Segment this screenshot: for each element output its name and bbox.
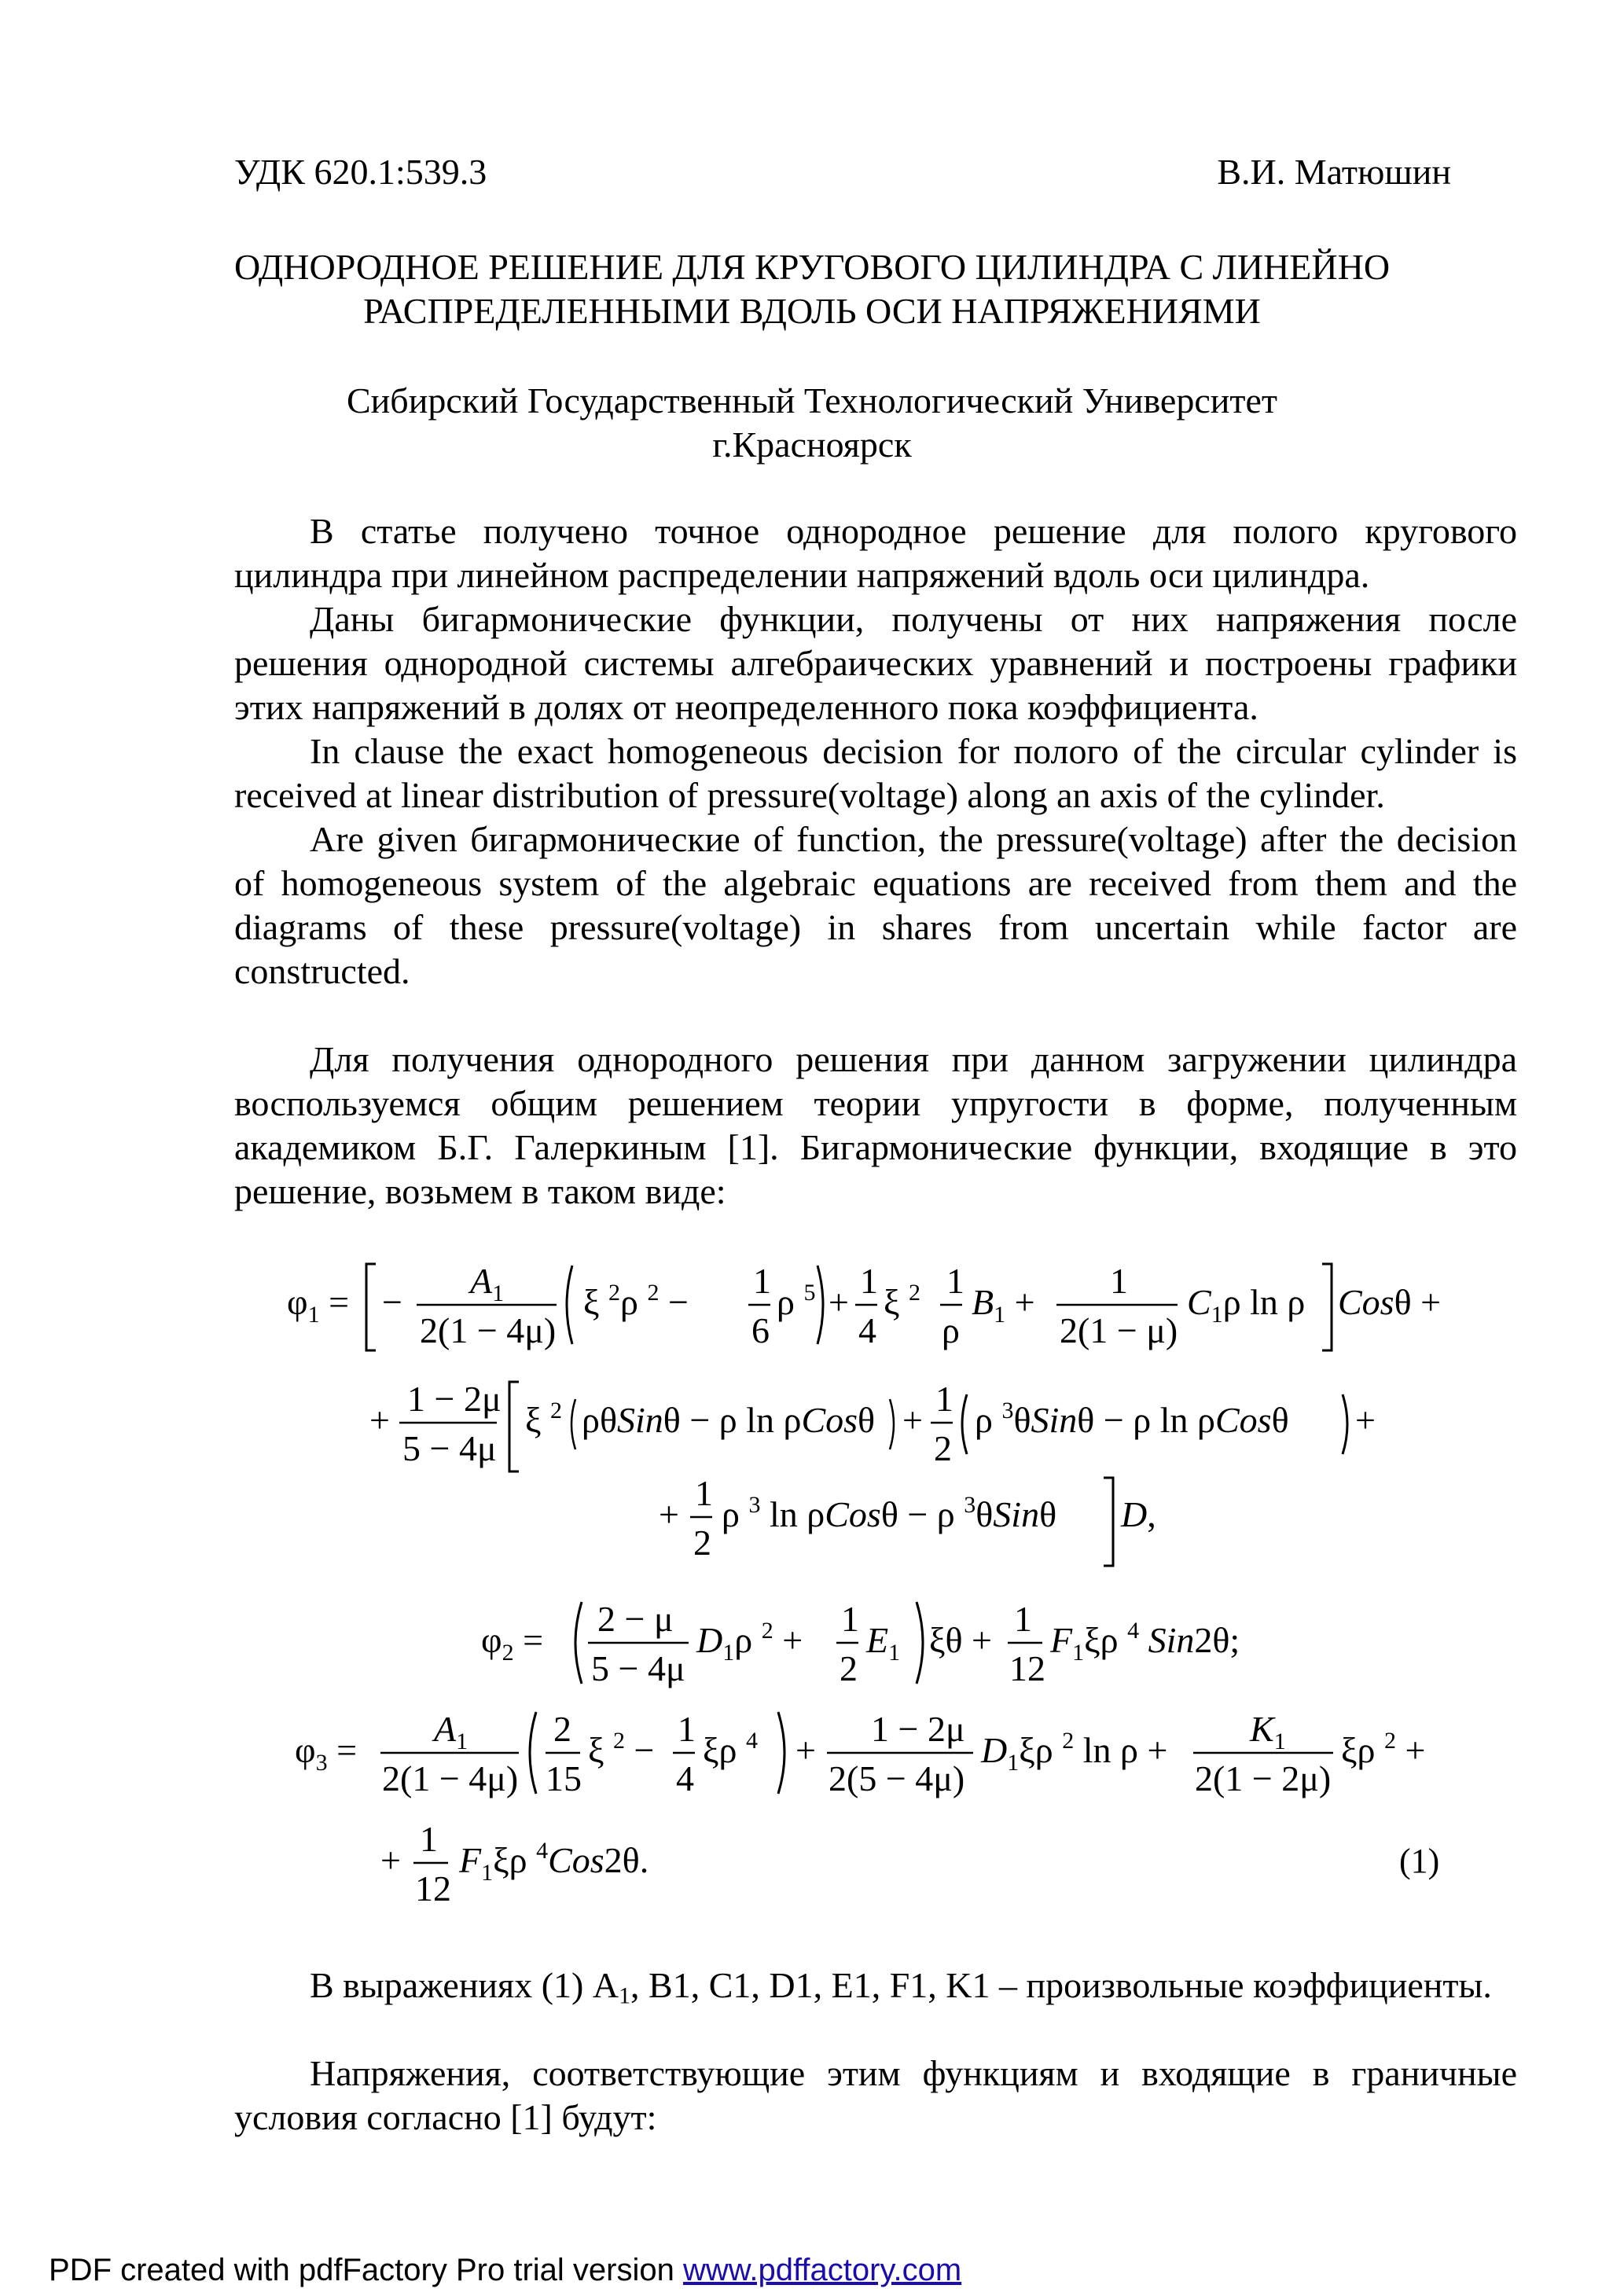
svg-text:B1 +: $B_1$ +	[972, 1282, 1035, 1328]
svg-text:A1: $A_1$	[470, 1261, 505, 1306]
footer-text: PDF created with pdfFactory Pro trial version	[49, 2253, 683, 2287]
svg-text:φ1 =: $\varphi_1$ =	[287, 1282, 350, 1328]
svg-text:F1ξρ 4 Sin2θ;: $F_1\xi\rho$ $^4$ Sin2θ;	[1050, 1618, 1240, 1666]
svg-text:−: −	[382, 1282, 402, 1322]
svg-text:1: 1	[678, 1709, 696, 1749]
svg-text:5 − 4μ: 5 − 4μ	[591, 1648, 685, 1688]
svg-text:2: 2	[934, 1428, 952, 1468]
svg-text:+: +	[659, 1494, 679, 1534]
svg-text:+: +	[902, 1400, 923, 1440]
pdf-footer	[49, 2253, 961, 2288]
svg-text:+: +	[380, 1840, 401, 1880]
svg-text:2 − μ: 2 − μ	[597, 1599, 674, 1639]
abstract-ru-paragraph-2: Даны бигармонические функции, получены от них напряжения после решения однородной системы алгебраических уравнений и построены графики этих напряжений в долях от неопределенного пока коэффициента.	[234, 599, 1517, 727]
svg-text:1: 1	[946, 1261, 964, 1301]
svg-text:D1ξρ 2 ln ρ +: $D_1\xi\rho$ $^2$ ln ρ +	[981, 1728, 1168, 1776]
svg-text:A1: $A_1$	[434, 1709, 468, 1754]
svg-text:12: 12	[415, 1868, 451, 1908]
equation-number: (1)	[1399, 1842, 1440, 1880]
equation-phi2	[481, 1599, 1240, 1688]
equation-phi3-line1	[295, 1709, 1425, 1798]
svg-text:1: 1	[860, 1261, 878, 1301]
affiliation-line-2: г.Красноярск	[712, 424, 912, 465]
body-paragraph-2: В выражениях (1) $A_1$, B1, C1, D1, E1, F1, K1 – произвольные коэффициенты.	[310, 1965, 1492, 2009]
svg-text:ξρ 2 +: ξρ $^2$ +	[1341, 1728, 1426, 1770]
svg-text:2: 2	[840, 1648, 858, 1688]
svg-text:2(1 − 4μ): 2(1 − 4μ)	[382, 1758, 519, 1798]
svg-text:ρ: ρ	[942, 1310, 960, 1350]
svg-text:F1ξρ 4Cos2θ.: $F_1\xi\rho$ $^4$Cos2θ.	[459, 1838, 649, 1886]
svg-text:2(1 − μ): 2(1 − μ)	[1060, 1310, 1178, 1350]
equation-block	[0, 1250, 1624, 1957]
svg-text:1: 1	[695, 1473, 713, 1513]
svg-text:Cosθ +: Cosθ +	[1338, 1282, 1442, 1322]
svg-text:φ2 =: $\varphi_2$ =	[481, 1620, 544, 1666]
svg-text:1: 1	[841, 1599, 859, 1639]
equation-phi1-line3	[659, 1473, 1156, 1566]
pdffactory-link[interactable]: www.pdffactory.com	[682, 2253, 962, 2287]
svg-text:2: 2	[693, 1523, 711, 1563]
svg-text:φ3 =: $\varphi_3$ =	[295, 1730, 358, 1776]
svg-text:6: 6	[751, 1310, 770, 1350]
equation-phi1-line2	[369, 1379, 1376, 1471]
svg-text:ξ 2: ξ $^2$	[884, 1280, 921, 1322]
svg-text:1: 1	[1110, 1261, 1128, 1301]
affiliation-line-1: Сибирский Государственный Технологический Университет	[347, 380, 1277, 421]
body-paragraph-3: Напряжения, соответствующие этим функциям и входящие в граничные условия согласно [1] будут:	[234, 2053, 1517, 2137]
svg-text:2: 2	[553, 1709, 571, 1749]
svg-text:+: +	[1355, 1400, 1376, 1440]
svg-text:ξρ 4: ξρ $^4$	[703, 1728, 758, 1770]
svg-text:+: +	[369, 1400, 390, 1440]
svg-text:ξ 2 −: ξ $^2$ −	[588, 1728, 655, 1770]
svg-text:1 − 2μ: 1 − 2μ	[407, 1379, 502, 1419]
abstract-ru-paragraph-1: В статье получено точное однородное решение для полого кругового цилиндра при линейном распределении напряжений вдоль оси цилиндра.	[234, 511, 1517, 595]
svg-text:1: 1	[1014, 1599, 1032, 1639]
svg-text:4: 4	[676, 1758, 694, 1798]
svg-text:ξ 2ρ 2 −: ξ $^2$ρ $^2$ −	[583, 1280, 689, 1322]
svg-text:E1: $E_1$	[866, 1620, 901, 1666]
svg-text:ρ 3θSinθ − ρ ln ρCosθ: ρ $^3$θSinθ − ρ ln ρCosθ	[975, 1398, 1289, 1440]
abstract-en-paragraph-1: In clause the exact homogeneous decision for полого of the circular cylinder is received at linear distribution of pressure(voltage) along an axis of the cylinder.	[234, 731, 1517, 815]
svg-text:ξθ +: ξθ +	[929, 1620, 992, 1660]
svg-text:+: +	[829, 1282, 849, 1322]
svg-text:ξ 2: ξ $^2$	[525, 1398, 563, 1440]
svg-text:ρ 3 ln ρCosθ − ρ 3θSinθ: ρ $^3$ ln ρCosθ − ρ $^3$θSinθ	[722, 1492, 1057, 1534]
svg-text:D1ρ 2 +: $D_1\rho$ $^2$ +	[696, 1618, 803, 1666]
equation-phi1-line1	[287, 1261, 1441, 1350]
body-paragraph-1: Для получения однородного решения при данном загружении цилиндра воспользуемся общим решением теории упругости в форме, полученным академиком Б.Г. Галеркиным [1]. Бигармонические функции, входящие в это решение, возьмем в таком виде:	[234, 1039, 1517, 1211]
svg-text:ρ 5: ρ $^5$	[777, 1280, 816, 1322]
svg-text:1: 1	[420, 1819, 438, 1859]
svg-text:4: 4	[858, 1310, 876, 1350]
paper-title-line-1: ОДНОРОДНОЕ РЕШЕНИЕ ДЛЯ КРУГОВОГО ЦИЛИНДРА С ЛИНЕЙНО	[233, 247, 1391, 287]
paper-title-line-2: РАСПРЕДЕЛЕННЫМИ ВДОЛЬ ОСИ НАПРЯЖЕНИЯМИ	[363, 291, 1261, 331]
svg-text:12: 12	[1009, 1648, 1045, 1688]
svg-text:D,: D,	[1121, 1494, 1156, 1534]
svg-text:K1: $K_1$	[1250, 1709, 1286, 1754]
svg-text:+: +	[795, 1730, 816, 1770]
svg-text:C1ρ ln ρ: $C_1\rho$ ln ρ	[1187, 1282, 1306, 1328]
svg-text:5 − 4μ: 5 − 4μ	[402, 1428, 497, 1468]
udk-code: УДК 620.1:539.3	[234, 152, 487, 192]
svg-text:2(1 − 2μ): 2(1 − 2μ)	[1195, 1758, 1332, 1798]
abstract-en-paragraph-2: Are given бигармонические of function, the pressure(voltage) after the decision of homogeneous system of the algebraic equations are received from them and the diagrams of these pressure(voltage) in shares from uncertain while factor are constructed.	[234, 819, 1517, 991]
svg-text:1 − 2μ: 1 − 2μ	[871, 1709, 965, 1749]
svg-text:2(1 − 4μ): 2(1 − 4μ)	[420, 1310, 557, 1350]
svg-text:1: 1	[753, 1261, 771, 1301]
svg-text:1: 1	[935, 1379, 953, 1419]
svg-text:2(5 − 4μ): 2(5 − 4μ)	[829, 1758, 965, 1798]
svg-text:ρθSinθ − ρ ln ρCosθ: ρθSinθ − ρ ln ρCosθ	[582, 1400, 876, 1440]
svg-text:15: 15	[546, 1758, 582, 1798]
equation-phi3-line2	[380, 1819, 648, 1908]
author-name: В.И. Матюшин	[1217, 152, 1451, 192]
